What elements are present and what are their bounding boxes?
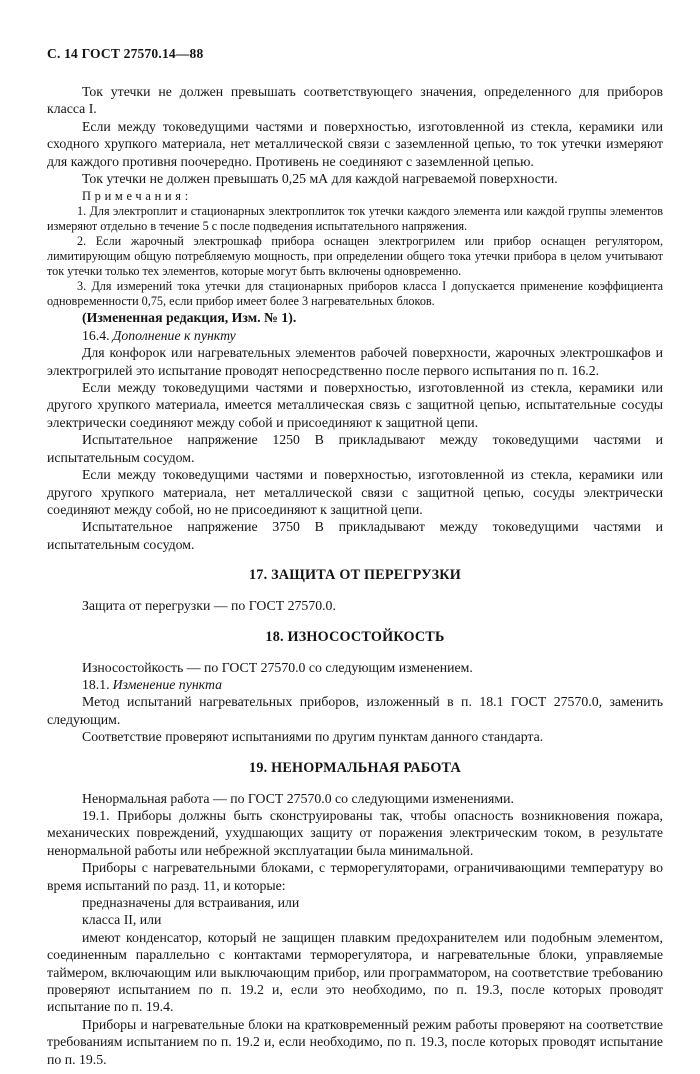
section-18-heading: 18. ИЗНОСОСТОЙКОСТЬ <box>265 628 445 645</box>
paragraph: 19.1. Приборы должны быть сконструированы так, чтобы опасность возникновения пожара, механических повреждений, ухудшающих защиту от поражения электрическим током, в результате ненормальной работы или небрежной эксплуатации была минимальной. <box>47 807 663 858</box>
paragraph: Испытательное напряжение 3750 В прикладывают между токоведущими частями и испытательным сосудом. <box>47 519 663 552</box>
paragraph: Если между токоведущими частями и поверхностью, изготовленной из стекла, керамики или другого хрупкого материала, нет металлической связи с защитной цепью, сосуды электрически соединяют между собой, но не присоединяют к защитной цепи. <box>47 467 663 517</box>
clause-title: Дополнение к пункту <box>112 327 236 343</box>
notes-label: Примечания: <box>82 189 192 204</box>
paragraph: Для конфорок или нагревательных элементов рабочей поверхности, жарочных электрошкафов и электрогрилей это испытание проводят непосредственно после первого испытания по п. 16.2. <box>47 345 663 378</box>
paragraph: Ненормальная работа — по ГОСТ 27570.0 со следующими изменениями. <box>82 790 514 806</box>
paragraph: Соответствие проверяют испытаниями по другим пунктам данного стандарта. <box>82 729 544 745</box>
note-item: 2. Если жарочный электрошкаф прибора оснащен электрогрилем или прибор оснащен регулятором, лимитирующим общую потребляемую мощность, при определении общего тока утечки прибора в целом учитывают ток утечки только тех элементов, которые могут быть включены одновременно. <box>47 234 663 279</box>
paragraph: Испытательное напряжение 1250 В прикладывают между токоведущими частями и испытательным сосудом. <box>47 432 663 465</box>
paragraph: имеют конденсатор, который не защищен плавким предохранителем или подобным элементом, соединенным параллельно с контактами терморегулятора, и нагревательные блоки, управляемые таймером, включающим или выключающим прибор, или программатором, на соответствие требованию проверяют испытанием по п. 19.2 и, если это необходимо, по п. 19.3, после которых проводят испытание по п. 19.4. <box>47 929 663 1015</box>
text-column <box>47 46 663 1068</box>
paragraph: Ток утечки не должен превышать 0,25 мА для каждой нагреваемой поверхности. <box>82 171 558 187</box>
paragraph: предназначены для встраивания, или <box>82 895 300 910</box>
paragraph: Ток утечки не должен превышать соответствующего значения, определенного для приборов класса I. <box>47 84 663 117</box>
clause-number: 18.1. <box>82 676 110 692</box>
section-17-heading: 17. ЗАЩИТА ОТ ПЕРЕГРУЗКИ <box>248 567 462 584</box>
paragraph: Если между токоведущими частями и поверхностью, изготовленной из стекла, керамики или сходного хрупкого материала, нет металлической связи с заземленной цепью, то ток утечки измеряют для каждого противня поочередно. Противень не соединяют с заземленной цепью. <box>47 118 663 169</box>
note-item: 1. Для электроплит и стационарных электроплиток ток утечки каждого элемента или каждой группы элементов измеряют отдельно в течение 5 с после подведения испытательного напряжения. <box>47 204 663 234</box>
note-item: 3. Для измерений тока утечки для стационарных приборов класса I допускается применение коэффициента одновременности 0,75, если прибор имеет более 3 нагревательных блоков. <box>47 279 663 309</box>
section-19-heading: 19. НЕНОРМАЛЬНАЯ РАБОТА <box>249 759 461 776</box>
paragraph: Износостойкость — по ГОСТ 27570.0 со следующим изменением. <box>82 659 473 675</box>
paragraph: Если между токоведущими частями и поверхностью, изготовленной из стекла, керамики или другого хрупкого материала, имеется металлическая связь с защитной цепью, испытательные сосуды электрически соединяют между собой и присоединяют к защитной цепи. <box>47 380 663 430</box>
paragraph: класса II, или <box>82 912 162 928</box>
page-header: С. 14 ГОСТ 27570.14—88 <box>47 46 204 61</box>
clause-number: 16.4. <box>82 327 110 343</box>
paragraph: Приборы и нагревательные блоки на кратковременный режим работы проверяют на соответствие требованиям испытанием по п. 19.2 и, если необходимо, по п. 19.3, после которых проводят испытание по п. 19.5. <box>47 1016 663 1067</box>
paragraph: Защита от перегрузки — по ГОСТ 27570.0. <box>82 598 336 614</box>
paragraph: Метод испытаний нагревательных приборов, изложенный в п. 18.1 ГОСТ 27570.0, заменить следующим. <box>47 694 663 727</box>
clause-title: Изменение пункта <box>112 676 222 692</box>
paragraph: Приборы с нагревательными блоками, с терморегуляторами, ограничивающими температуру во время испытаний по разд. 11, и которые: <box>47 860 663 893</box>
amendment-note: (Измененная редакция, Изм. № 1). <box>82 310 297 326</box>
clause-18-1 <box>47 676 663 693</box>
clause-16-4 <box>47 327 663 344</box>
